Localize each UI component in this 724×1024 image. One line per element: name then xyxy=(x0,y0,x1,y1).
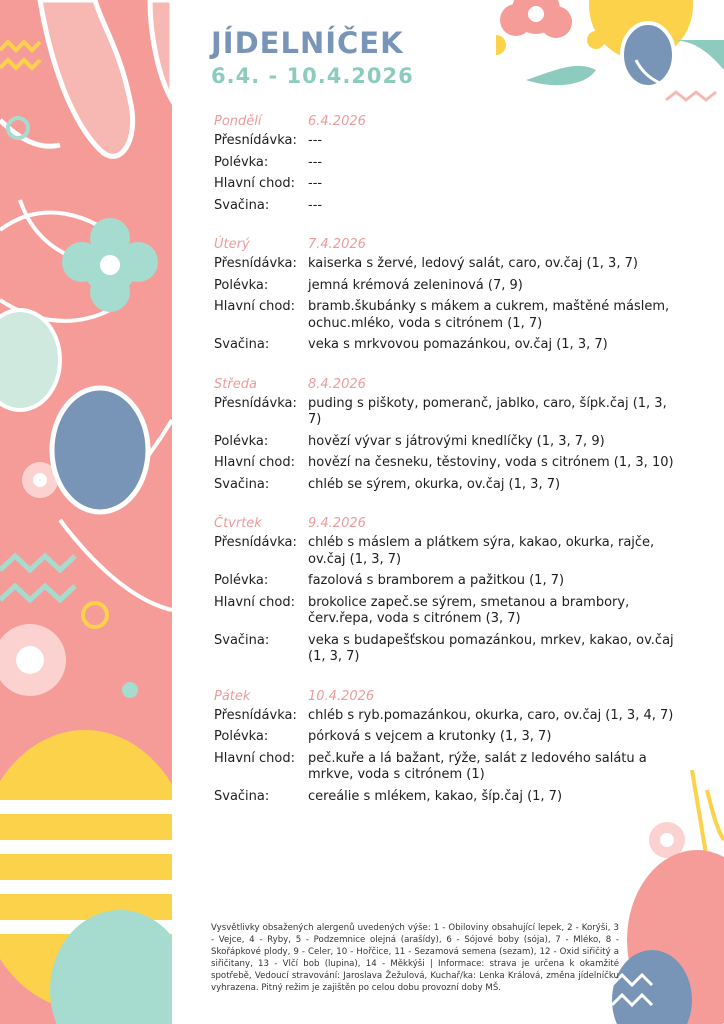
meal-label: Hlavní chod: xyxy=(214,176,296,191)
meal-value: veka s budapešťskou pomazánkou, mrkev, kakao, ov.čaj (1, 3, 7) xyxy=(308,632,674,664)
date-range: 6.4. - 10.4.2026 xyxy=(211,64,414,88)
easter-egg-icon xyxy=(612,850,724,1024)
day-date: 10.4.2026 xyxy=(308,688,375,704)
day-section-monday xyxy=(214,107,684,214)
meal-label: Svačina: xyxy=(214,476,270,492)
meal-label: Polévka: xyxy=(214,277,269,293)
meal-value: jemná krémová zeleninová (7, 9) xyxy=(308,277,523,293)
meal-row xyxy=(214,633,684,666)
meal-value: kaiserka s žervé, ledový salát, caro, ov.čaj (1, 3, 7) xyxy=(308,256,638,271)
meal-label: Polévka: xyxy=(214,729,269,744)
easter-decor-illustration xyxy=(0,0,172,1024)
weekly-menu xyxy=(214,107,684,821)
meal-row xyxy=(214,155,684,172)
day-date: 7.4.2026 xyxy=(308,237,366,252)
meal-value: fazolová s bramborem a pažitkou (1, 7) xyxy=(308,573,565,588)
meal-row xyxy=(214,396,684,429)
meal-value: peč.kuře a lá bažant, rýže, salát z ledového salátu a mrkve, voda s citrónem (1) xyxy=(308,750,647,782)
left-decor-band xyxy=(0,0,172,1024)
flower-icon xyxy=(649,822,685,858)
meal-row xyxy=(214,256,684,273)
meal-value: bramb.škubánky s mákem a cukrem, maštěné máslem, ochuc.mléko, voda s citrónem (1, 7) xyxy=(308,299,670,331)
meal-row xyxy=(214,455,684,472)
meal-value: --- xyxy=(308,154,323,170)
meal-row xyxy=(214,789,684,806)
meal-row xyxy=(214,573,684,590)
meal-value: chléb se sýrem, okurka, ov.čaj (1, 3, 7) xyxy=(308,476,561,492)
meal-value: hovězí na česneku, těstoviny, voda s citrónem (1, 3, 10) xyxy=(308,455,674,470)
meal-value: pórková s vejcem a krutonky (1, 3, 7) xyxy=(308,729,552,744)
allergen-footnote: Vysvětlivky obsažených alergenů uvedených výše: 1 - Obiloviny obsahující lepek, 2 - Korýši, 3 - Vejce, 4 - Ryby, 5 - Podzemnice olejná (arašídy), 6 - Sójové boby (sója), 7 - Mléko, 8 - Skořápkové plody, 9 - Celer, 10 - Hořčice, 11 - Sezamová semena (sezam), 12 - Oxid siřičitý a siřičitany, 13 - Vlčí bob (lupina), 14 - Měkkýši | Informace: strava je určena k okamžité spotřebě, Vedoucí stravování: Jaroslava Žežulová, Kuchař/ka: Lenka Králová, změna jídelníčku vyhrazena. Pitný režim je zajištěn po celou dobu provozní doby MŠ. xyxy=(211,923,619,993)
meal-label: Přesnídávka: xyxy=(214,256,297,271)
meal-label: Polévka: xyxy=(214,154,269,170)
meal-label: Přesnídávka: xyxy=(214,395,297,411)
meal-label: Svačina: xyxy=(214,632,270,648)
easter-egg-icon xyxy=(589,0,693,87)
meal-value: cereálie s mlékem, kakao, šíp.čaj (1, 7) xyxy=(308,788,563,804)
meal-label: Hlavní chod: xyxy=(214,455,296,470)
meal-row xyxy=(214,708,684,725)
meal-row xyxy=(214,198,684,215)
meal-value: veka s mrkvovou pomazánkou, ov.čaj (1, 3, 7) xyxy=(308,337,608,352)
meal-label: Svačina: xyxy=(214,337,270,352)
day-name: Čtvrtek xyxy=(214,516,262,531)
meal-value: --- xyxy=(308,197,323,213)
meal-row xyxy=(214,751,684,784)
meal-value: puding s piškoty, pomeranč, jablko, caro, šípk.čaj (1, 3, 7) xyxy=(308,395,667,427)
top-right-decor xyxy=(496,0,724,110)
day-name: Pátek xyxy=(214,688,251,704)
meal-row xyxy=(214,133,684,150)
meal-row xyxy=(214,535,684,568)
meal-value: --- xyxy=(308,133,323,148)
meal-label: Přesnídávka: xyxy=(214,707,297,723)
page-title: JÍDELNÍČEK xyxy=(211,26,404,60)
meal-value: --- xyxy=(308,176,323,191)
meal-label: Polévka: xyxy=(214,573,269,588)
meal-label: Hlavní chod: xyxy=(214,299,296,314)
meal-label: Svačina: xyxy=(214,197,270,213)
meal-label: Polévka: xyxy=(214,433,269,449)
meal-row xyxy=(214,729,684,746)
meal-value: chléb s máslem a plátkem sýra, kakao, okurka, rajče, ov.čaj (1, 3, 7) xyxy=(308,535,655,567)
meal-label: Hlavní chod: xyxy=(214,594,296,610)
meal-value: hovězí vývar s játrovými knedlíčky (1, 3, 7, 9) xyxy=(308,433,605,449)
day-date: 8.4.2026 xyxy=(308,376,366,392)
meal-label: Přesnídávka: xyxy=(214,133,297,148)
meal-label: Hlavní chod: xyxy=(214,750,296,766)
leaf-icon xyxy=(692,770,724,860)
meal-row xyxy=(214,278,684,295)
day-section-thursday xyxy=(214,509,684,666)
meal-row xyxy=(214,337,684,354)
meal-label: Svačina: xyxy=(214,788,270,804)
meal-value: chléb s ryb.pomazánkou, okurka, caro, ov.čaj (1, 3, 4, 7) xyxy=(308,707,674,723)
meal-row xyxy=(214,434,684,451)
day-section-tuesday xyxy=(214,230,684,354)
day-date: 6.4.2026 xyxy=(308,114,366,129)
meal-row xyxy=(214,477,684,494)
day-date: 9.4.2026 xyxy=(308,516,366,531)
meal-row xyxy=(214,299,684,332)
flower-icon xyxy=(500,0,572,38)
meal-value: brokolice zapeč.se sýrem, smetanou a brambory, červ.řepa, voda s citrónem (3, 7) xyxy=(308,594,630,626)
day-name: Úterý xyxy=(214,237,250,252)
meal-row xyxy=(214,176,684,193)
day-section-friday xyxy=(214,682,684,806)
meal-label: Přesnídávka: xyxy=(214,535,297,550)
day-name: Pondělí xyxy=(214,114,262,129)
meal-row xyxy=(214,595,684,628)
day-section-wednesday xyxy=(214,370,684,494)
day-name: Středa xyxy=(214,376,257,392)
